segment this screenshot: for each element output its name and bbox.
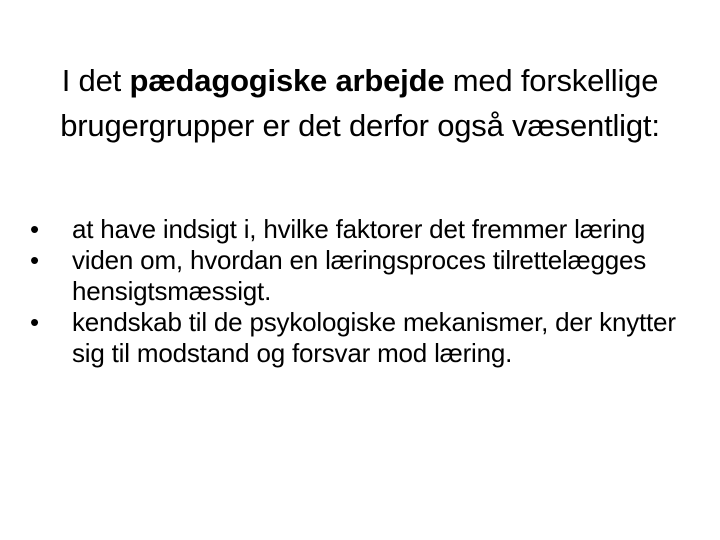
title-text-end: med forskellige brugergrupper er det derfor også væsentligt:: [60, 63, 660, 143]
bullet-dot-icon: •: [30, 307, 39, 337]
bullet-item-2: [30, 245, 700, 307]
bullet-item-3: [30, 307, 700, 369]
title-bold-text: pædagogiske arbejde: [129, 63, 445, 98]
bullet-item-1: [30, 214, 700, 245]
slide-title: [36, 58, 684, 148]
bullet-text-3: kendskab til de psykologiske mekanismer, der knytter sig til modstand og forsvar mod læring.: [72, 307, 676, 368]
title-text-start: I det: [61, 63, 130, 98]
bullet-dot-icon: •: [30, 214, 39, 244]
bullet-text-1: at have indsigt i, hvilke faktorer det fremmer læring: [72, 214, 646, 244]
bullet-text-2: viden om, hvordan en læringsproces tilrettelægges hensigtsmæssigt.: [72, 245, 647, 306]
bullet-list: [30, 214, 700, 369]
bullet-dot-icon: •: [30, 245, 39, 275]
